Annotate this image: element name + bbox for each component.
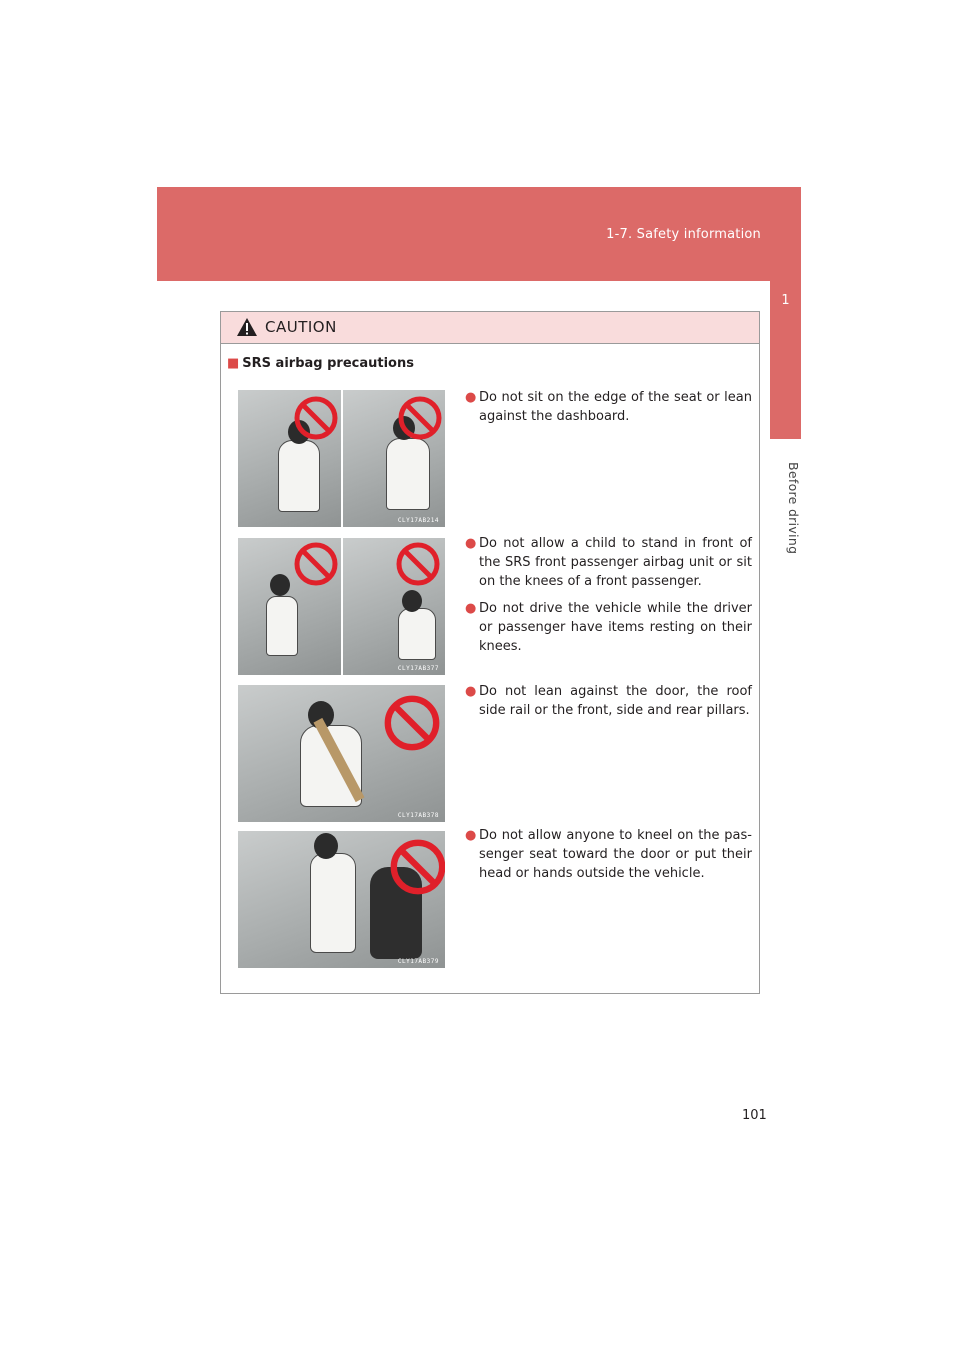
bullet-text: Do not allow anyone to kneel on the pas-senger seat toward the door or put their head or hands outside the vehicle.: [479, 828, 752, 881]
bullet-marker: ●: [465, 601, 477, 616]
bullet-text: Do not sit on the edge of the seat or lean against the dashboard.: [479, 390, 752, 424]
prohibited-icon: [384, 695, 440, 751]
chapter-label: Before driving: [786, 462, 801, 555]
bullet-text: Do not drive the vehicle while the driver or passenger have items resting on their knees.: [479, 601, 752, 654]
prohibited-icon: [390, 839, 445, 895]
page-number: 101: [742, 1108, 767, 1123]
prohibited-icon: [396, 542, 440, 586]
figure-code: CLY17AB378: [397, 812, 439, 819]
chapter-side-tab[interactable]: [770, 281, 801, 439]
subheading: [227, 356, 414, 371]
bullet-marker: ●: [465, 390, 477, 405]
illustration-child-near-airbag: [238, 538, 445, 675]
bullet-item: [465, 599, 752, 656]
caution-box: [220, 311, 760, 994]
prohibited-icon: [294, 542, 338, 586]
section-title: 1-7. Safety information: [606, 227, 761, 242]
illustration-leaning-on-door: [238, 685, 445, 822]
chapter-number: 1: [781, 293, 790, 308]
figure-code: CLY17AB377: [397, 665, 439, 672]
bullet-item: [465, 534, 752, 591]
subheading-text: SRS airbag precautions: [242, 356, 414, 371]
illustration-sitting-on-seat-edge: [238, 390, 445, 527]
caution-title: CAUTION: [265, 318, 337, 336]
prohibited-icon: [294, 396, 338, 440]
bullet-item: [465, 826, 752, 883]
figure-code: CLY17AB214: [397, 517, 439, 524]
bullet-text: Do not allow a child to stand in front of the SRS front passenger airbag unit or sit on the knees of a front passenger.: [479, 536, 752, 589]
bullet-marker: ●: [465, 684, 477, 699]
bullet-item: [465, 682, 752, 720]
prohibited-icon: [398, 396, 442, 440]
chapter-header-band: [157, 187, 801, 281]
subheading-marker: ■: [227, 356, 240, 371]
bullet-marker: ●: [465, 536, 477, 551]
bullet-text: Do not lean against the door, the roof side rail or the front, side and rear pillars.: [479, 684, 752, 718]
illustration-kneeling-on-seat: [238, 831, 445, 968]
bullet-item: [465, 388, 752, 426]
bullet-marker: ●: [465, 828, 477, 843]
figure-code: CLY17AB379: [397, 958, 439, 965]
caution-header: [221, 312, 759, 344]
warning-triangle-icon: [236, 317, 258, 337]
